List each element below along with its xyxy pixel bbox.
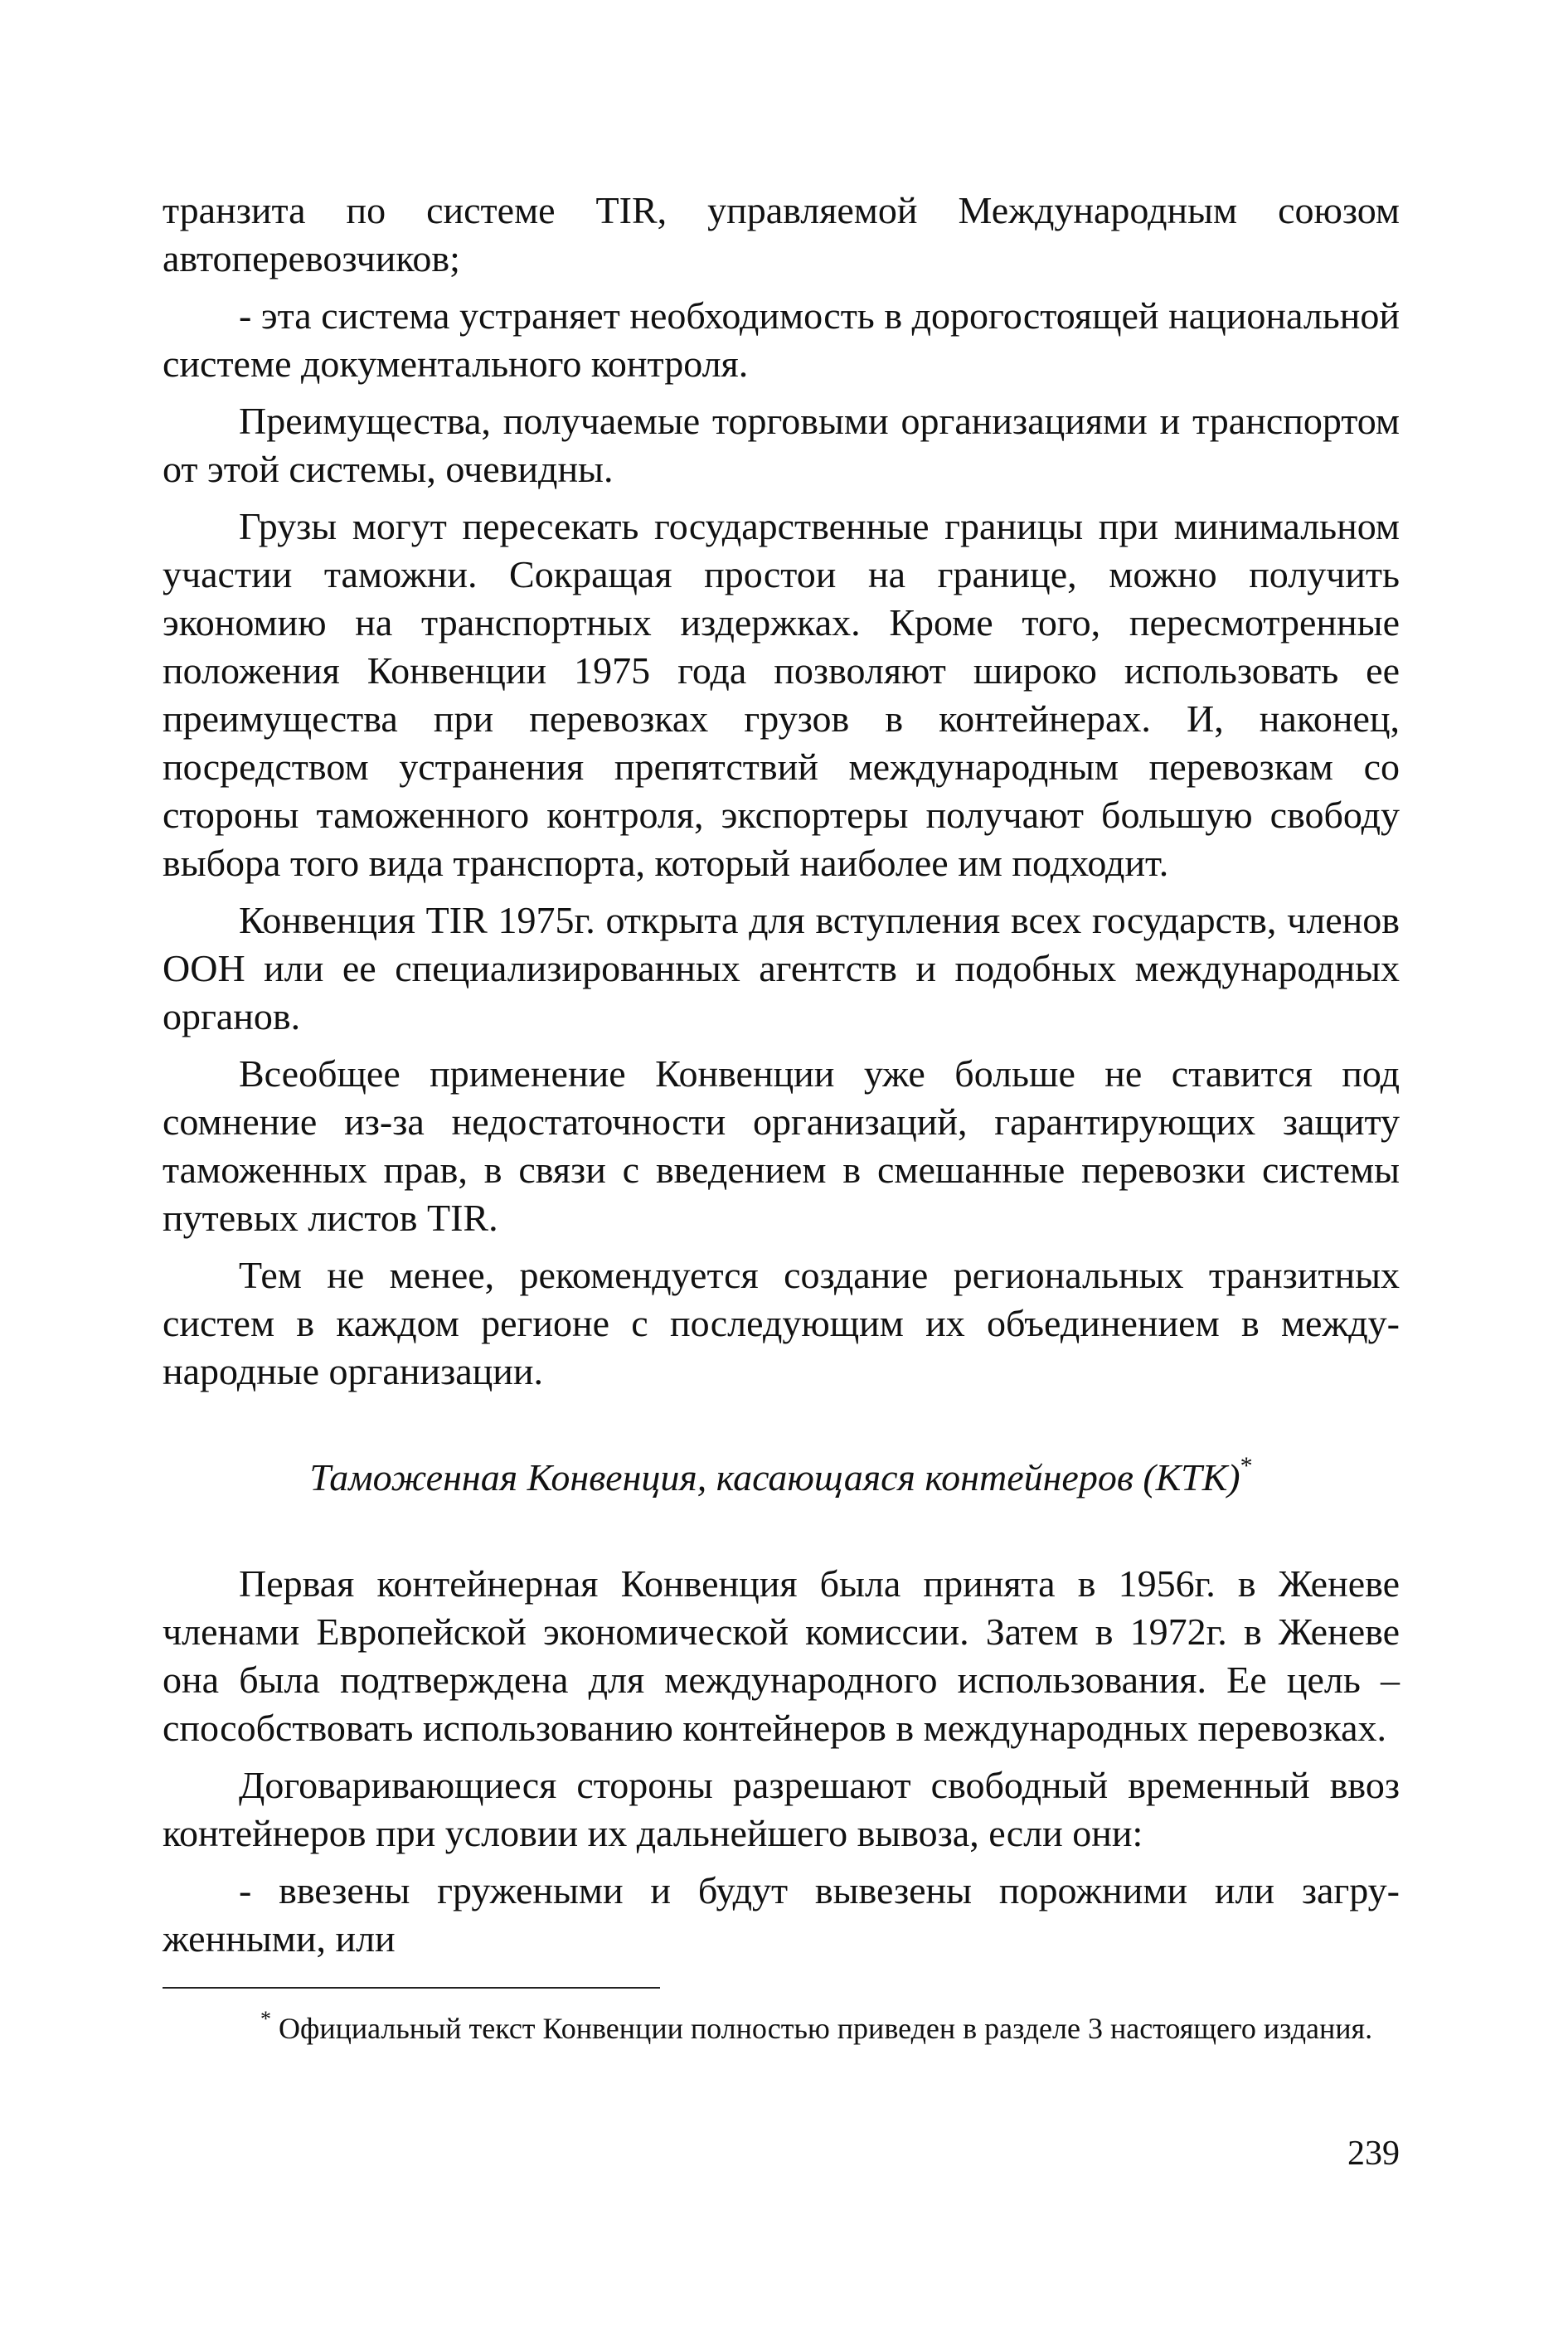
paragraph-first-convention: Первая контейнерная Конвенция была принята в 1956г. в Женеве членами Европейской экономической комиссии. Затем в 1972г. в Женеве она была подтверждена для международного использования. Ее цель – способствовать использованию контейнеров в международных перевозках. — [163, 1562, 1400, 1749]
footnote — [163, 2009, 1400, 2048]
paragraph-border-crossing: Грузы могут пересекать государственные границы при минимальном участии таможни. Сокращая простои на границе, можно получить экономию на транспортных издержках. Кроме того, пересмотренные положения Конвенции 1975 года позволяют широко использовать ее преимущества при перевозках грузов в контейнерах. И, наконец, посредством устранения препятствий международным перевозкам со стороны таможенного контроля, экспортеры получают большую свободу выбора того вида транспорта, который наиболее им подходит. — [163, 505, 1400, 884]
page-body — [163, 187, 1400, 1972]
paragraph-advantages: Преимущества, получаемые торговыми организациями и транспортом от этой системы, очевидны. — [163, 400, 1400, 490]
paragraph-tir-transit: транзита по системе TIR, управляемой Международным союзом автоперевозчиков; — [163, 189, 1400, 279]
footnote-mark: * — [260, 2007, 271, 2031]
footnote-text: Официальный текст Конвенции полностью приведен в разделе 3 настоящего издания. — [279, 2012, 1373, 2045]
paragraph-document-control: - эта система устраняет необходимость в дорогостоящей национальной системе документального контроля. — [163, 294, 1400, 385]
section-heading — [163, 1454, 1400, 1502]
paragraph-regional-systems: Тем не менее, рекомендуется создание региональных транзитных систем в каждом регионе с последующим их объединением в международные организации. — [163, 1254, 1400, 1392]
page-number: 239 — [1347, 2135, 1400, 2173]
footnote-reference-mark: * — [1240, 1452, 1253, 1479]
paragraph-general-application: Всеобщее применение Конвенции уже больше не ставится под сомнение из-за недостаточности организаций, гарантирующих защиту таможенных прав, в связи с введением в смешанные перевозки системы путевых листов TIR. — [163, 1052, 1400, 1239]
paragraph-temporary-import: Договаривающиеся стороны разрешают свободный временный ввоз контейнеров при условии их дальнейшего вывоза, если они: — [163, 1764, 1400, 1854]
paragraph-loaded-containers: - ввезены гружеными и будут вывезены порожними или загруженными, или — [163, 1869, 1400, 1960]
section-heading-text: Таможенная Конвенция, касающаяся контейнеров (КТК) — [309, 1456, 1240, 1499]
footnote-divider — [163, 1987, 660, 1989]
paragraph-convention-membership: Конвенция TIR 1975г. открыта для вступления всех государств, членов ООН или ее специализированных агентств и подобных международных органов. — [163, 899, 1400, 1037]
